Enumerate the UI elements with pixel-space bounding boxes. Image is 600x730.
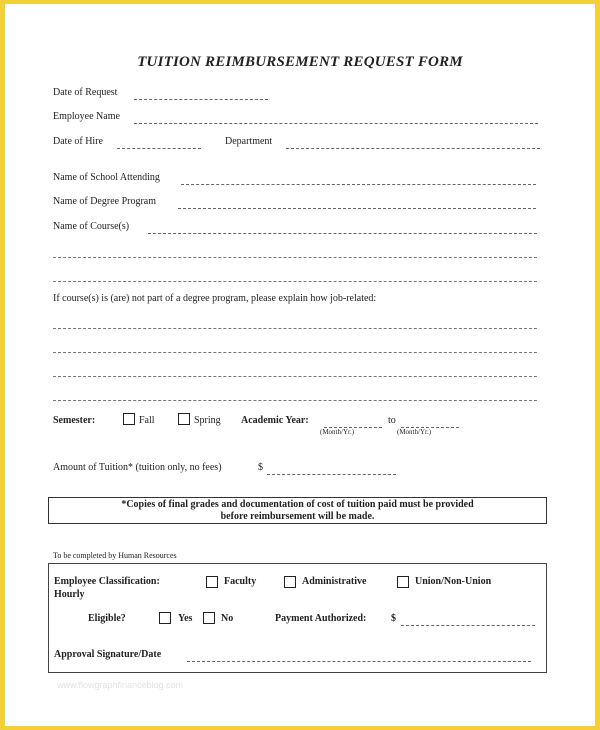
date-of-request-field[interactable] [134, 99, 268, 100]
semester-label: Semester: [53, 415, 96, 426]
classification-label: Employee Classification: [54, 576, 160, 587]
administrative-checkbox[interactable] [284, 576, 296, 588]
month-yr-hint: (Month/Yr.) [397, 428, 432, 436]
yes-label: Yes [178, 613, 193, 624]
approval-label: Approval Signature/Date [54, 649, 162, 660]
job-related-line[interactable] [53, 328, 537, 329]
amount-label: Amount of Tuition* (tuition only, no fees) [53, 462, 222, 473]
date-of-request-label: Date of Request [53, 87, 118, 98]
faculty-checkbox[interactable] [206, 576, 218, 588]
to-label: to [388, 415, 396, 426]
hr-section [48, 563, 547, 673]
notice-line-2: before reimbursement will be made. [220, 511, 375, 522]
fall-checkbox[interactable] [123, 413, 135, 425]
department-field[interactable] [286, 148, 540, 149]
payment-label: Payment Authorized: [275, 613, 367, 624]
watermark: www.flowgraphfinanceblog.com [57, 680, 184, 690]
job-related-line[interactable] [53, 376, 537, 377]
job-related-label: If course(s) is (are) not part of a degree program, please explain how job-related: [53, 293, 377, 304]
hr-caption: To be completed by Human Resources [53, 551, 177, 560]
no-checkbox[interactable] [203, 612, 215, 624]
payment-dollar-sign: $ [391, 613, 396, 624]
academic-year-label: Academic Year: [241, 415, 309, 426]
job-related-line[interactable] [53, 352, 537, 353]
degree-program-field[interactable] [178, 208, 536, 209]
eligible-label: Eligible? [88, 613, 126, 624]
fall-label: Fall [139, 415, 155, 426]
courses-line[interactable] [53, 281, 537, 282]
date-of-hire-field[interactable] [117, 148, 201, 149]
month-yr-hint: (Month/Yr.) [320, 428, 355, 436]
notice-box [48, 497, 547, 524]
degree-program-label: Name of Degree Program [53, 196, 157, 207]
date-of-hire-label: Date of Hire [53, 136, 103, 147]
yes-checkbox[interactable] [159, 612, 171, 624]
hourly-label: Hourly [54, 589, 85, 600]
amount-field[interactable] [267, 474, 396, 475]
courses-line[interactable] [53, 257, 537, 258]
approval-signature-field[interactable] [187, 661, 531, 662]
union-checkbox[interactable] [397, 576, 409, 588]
notice-line-1: *Copies of final grades and documentation of cost of tuition paid must be provided [121, 499, 474, 510]
spring-label: Spring [194, 415, 221, 426]
amount-dollar-sign: $ [258, 462, 263, 473]
job-related-line[interactable] [53, 400, 537, 401]
department-label: Department [225, 136, 273, 147]
form-title: TUITION REIMBURSEMENT REQUEST FORM [137, 54, 463, 70]
employee-name-field[interactable] [134, 123, 538, 124]
union-label: Union/Non-Union [415, 576, 492, 587]
courses-label: Name of Course(s) [53, 221, 130, 232]
school-field[interactable] [181, 184, 536, 185]
administrative-label: Administrative [302, 576, 367, 587]
form-page [5, 4, 595, 726]
faculty-label: Faculty [224, 576, 257, 587]
courses-field[interactable] [148, 233, 537, 234]
no-label: No [221, 613, 234, 624]
payment-field[interactable] [401, 625, 535, 626]
school-label: Name of School Attending [53, 172, 160, 183]
spring-checkbox[interactable] [178, 413, 190, 425]
employee-name-label: Employee Name [53, 111, 120, 122]
